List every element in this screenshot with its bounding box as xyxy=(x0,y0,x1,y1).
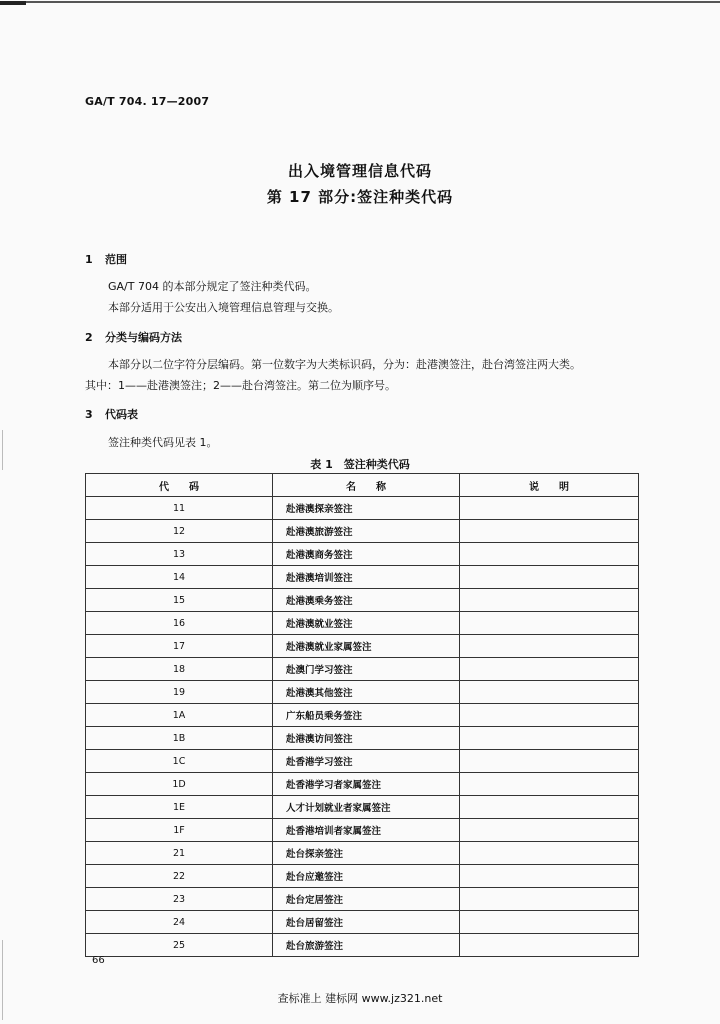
name-cell: 人才计划就业者家属签注 xyxy=(273,796,460,819)
section-number: 1 xyxy=(85,253,93,266)
footer-watermark: 查标准上 建标网 www.jz321.net xyxy=(277,992,443,1005)
section-title: 分类与编码方法 xyxy=(105,331,182,344)
table-row xyxy=(86,934,639,957)
note-cell xyxy=(460,520,639,543)
note-cell xyxy=(460,497,639,520)
table-row xyxy=(86,911,639,934)
name-cell: 赴港澳其他签注 xyxy=(273,681,460,704)
name-cell: 赴台居留签注 xyxy=(273,911,460,934)
name-cell: 赴台探亲签注 xyxy=(273,842,460,865)
code-cell: 25 xyxy=(86,934,273,957)
paragraph: 签注种类代码见表 1。 xyxy=(108,436,218,449)
code-cell: 17 xyxy=(86,635,273,658)
name-cell: 赴台旅游签注 xyxy=(273,934,460,957)
note-cell xyxy=(460,566,639,589)
paragraph: GA/T 704 的本部分规定了签注种类代码。 xyxy=(108,280,317,293)
note-cell xyxy=(460,750,639,773)
code-cell: 1E xyxy=(86,796,273,819)
name-cell: 赴港澳乘务签注 xyxy=(273,589,460,612)
table-header-row xyxy=(86,474,639,497)
top-rule xyxy=(0,1,720,3)
column-header-name: 名 称 xyxy=(273,474,460,497)
note-cell xyxy=(460,911,639,934)
table-row xyxy=(86,520,639,543)
table-row xyxy=(86,497,639,520)
note-cell xyxy=(460,727,639,750)
code-cell: 14 xyxy=(86,566,273,589)
name-cell: 赴香港学习签注 xyxy=(273,750,460,773)
code-table xyxy=(85,473,639,957)
code-cell: 23 xyxy=(86,888,273,911)
code-cell: 11 xyxy=(86,497,273,520)
code-cell: 15 xyxy=(86,589,273,612)
name-cell: 赴香港学习者家属签注 xyxy=(273,773,460,796)
note-cell xyxy=(460,612,639,635)
note-cell xyxy=(460,681,639,704)
code-cell: 22 xyxy=(86,865,273,888)
column-header-note: 说 明 xyxy=(460,474,639,497)
table-row xyxy=(86,589,639,612)
section-title: 代码表 xyxy=(105,408,138,421)
code-cell: 1F xyxy=(86,819,273,842)
note-cell xyxy=(460,704,639,727)
name-cell: 赴港澳就业家属签注 xyxy=(273,635,460,658)
table-row xyxy=(86,773,639,796)
table-row xyxy=(86,727,639,750)
table-caption: 表 1 签注种类代码 xyxy=(310,458,410,471)
column-header-code: 代 码 xyxy=(86,474,273,497)
note-cell xyxy=(460,934,639,957)
code-cell: 1A xyxy=(86,704,273,727)
table-row xyxy=(86,612,639,635)
code-cell: 13 xyxy=(86,543,273,566)
table-row xyxy=(86,750,639,773)
code-cell: 1D xyxy=(86,773,273,796)
name-cell: 赴港澳访问签注 xyxy=(273,727,460,750)
table-row xyxy=(86,566,639,589)
table-row xyxy=(86,796,639,819)
document-subtitle: 第 17 部分:签注种类代码 xyxy=(266,188,454,206)
code-cell: 12 xyxy=(86,520,273,543)
note-cell xyxy=(460,865,639,888)
paragraph: 本部分适用于公安出入境管理信息管理与交换。 xyxy=(108,301,339,314)
code-cell: 1B xyxy=(86,727,273,750)
note-cell xyxy=(460,796,639,819)
table-row xyxy=(86,888,639,911)
note-cell xyxy=(460,842,639,865)
section-number: 2 xyxy=(85,331,93,344)
name-cell: 赴港澳培训签注 xyxy=(273,566,460,589)
note-cell xyxy=(460,658,639,681)
document-code: GA/T 704. 17—2007 xyxy=(85,95,210,108)
code-cell: 19 xyxy=(86,681,273,704)
top-rule-mark xyxy=(0,1,26,5)
section-heading-scope xyxy=(85,251,127,267)
code-cell: 18 xyxy=(86,658,273,681)
table-row xyxy=(86,704,639,727)
table-row xyxy=(86,658,639,681)
section-heading-table xyxy=(85,406,138,422)
section-number: 3 xyxy=(85,408,93,421)
paragraph: 其中：1——赴港澳签注；2——赴台湾签注。第二位为顺序号。 xyxy=(85,379,396,392)
name-cell: 赴港澳商务签注 xyxy=(273,543,460,566)
section-heading-method xyxy=(85,329,182,345)
scan-edge-mark xyxy=(2,940,3,1020)
name-cell: 广东船员乘务签注 xyxy=(273,704,460,727)
name-cell: 赴台应邀签注 xyxy=(273,865,460,888)
code-cell: 21 xyxy=(86,842,273,865)
table-row xyxy=(86,819,639,842)
name-cell: 赴港澳就业签注 xyxy=(273,612,460,635)
table-row xyxy=(86,681,639,704)
table-row xyxy=(86,635,639,658)
name-cell: 赴澳门学习签注 xyxy=(273,658,460,681)
section-title: 范围 xyxy=(105,253,127,266)
name-cell: 赴香港培训者家属签注 xyxy=(273,819,460,842)
table-row xyxy=(86,865,639,888)
name-cell: 赴港澳探亲签注 xyxy=(273,497,460,520)
code-cell: 1C xyxy=(86,750,273,773)
table-row xyxy=(86,842,639,865)
code-cell: 16 xyxy=(86,612,273,635)
paragraph: 本部分以二位字符分层编码。第一位数字为大类标识码，分为：赴港澳签注，赴台湾签注两大类。 xyxy=(108,358,581,371)
note-cell xyxy=(460,773,639,796)
note-cell xyxy=(460,635,639,658)
table-row xyxy=(86,543,639,566)
note-cell xyxy=(460,888,639,911)
note-cell xyxy=(460,589,639,612)
document-title: 出入境管理信息代码 xyxy=(287,162,432,180)
page-number: 66 xyxy=(92,955,105,966)
name-cell: 赴港澳旅游签注 xyxy=(273,520,460,543)
note-cell xyxy=(460,543,639,566)
name-cell: 赴台定居签注 xyxy=(273,888,460,911)
code-cell: 24 xyxy=(86,911,273,934)
note-cell xyxy=(460,819,639,842)
